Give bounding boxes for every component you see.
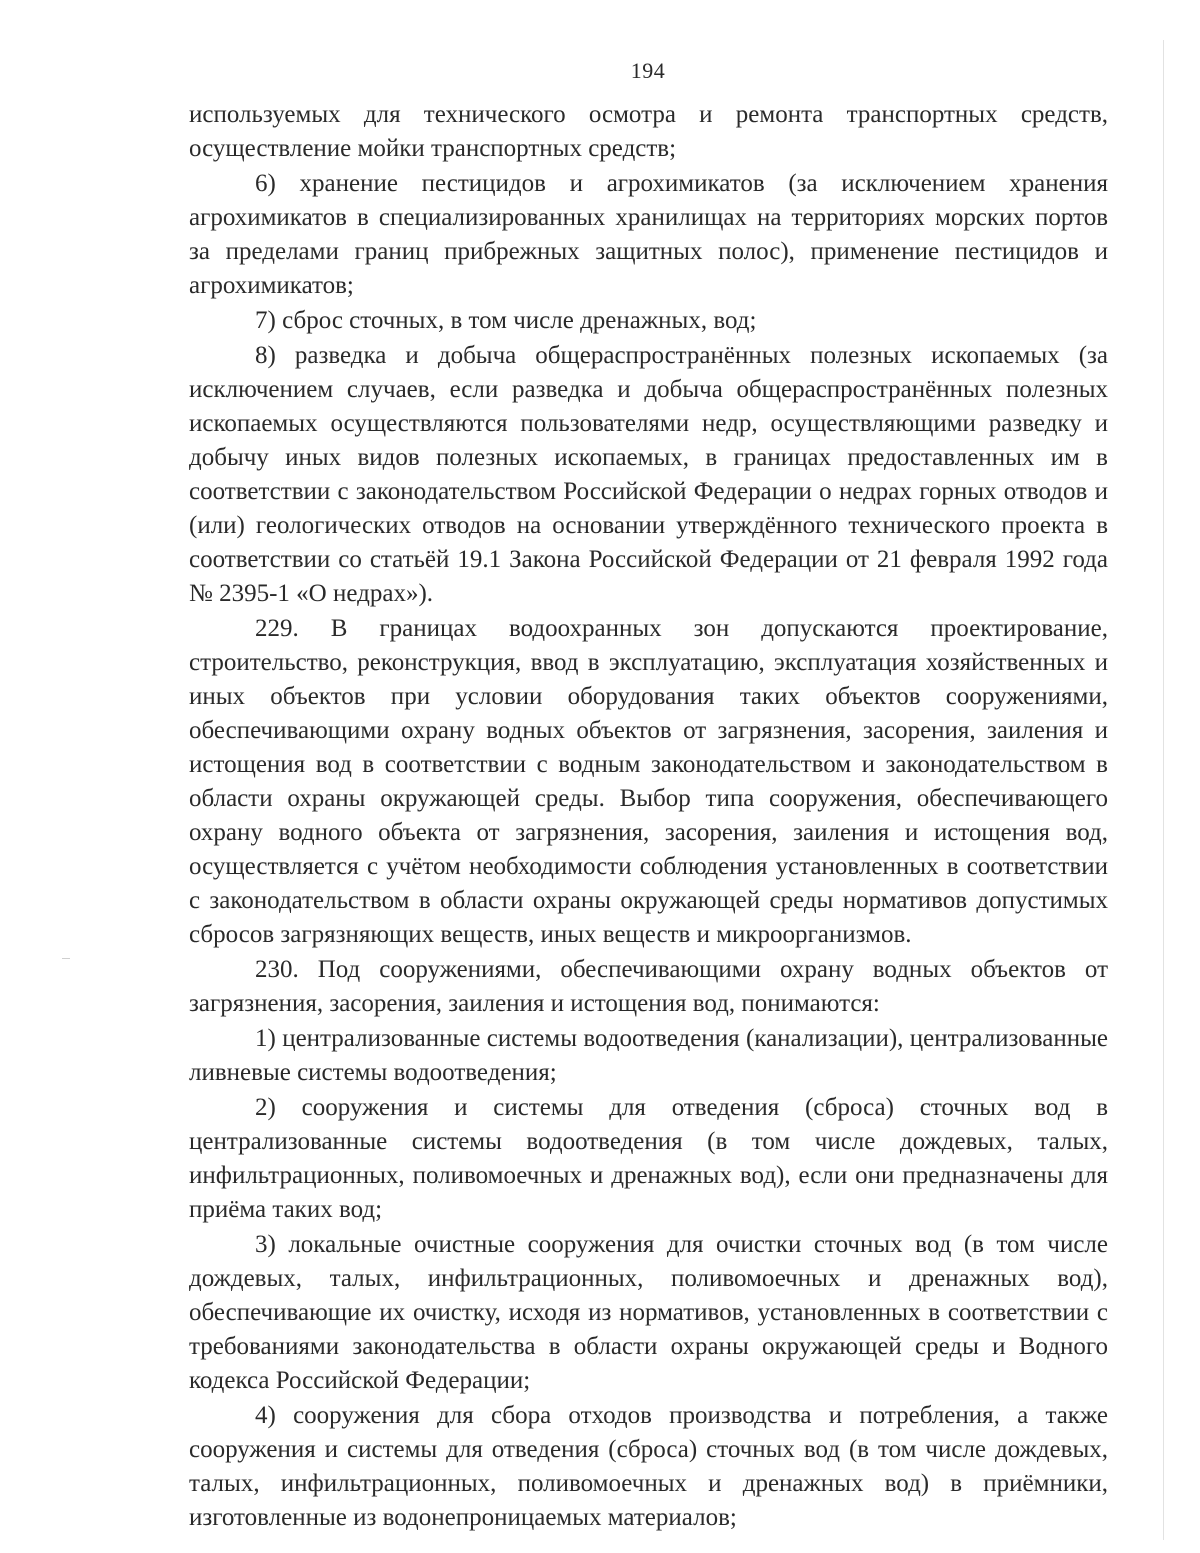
list-item-6: 6) хранение пестицидов и агрохимикатов (за исключением хранения агрохимикатов в специализированных хранилищах на территориях морских портов за пределами границ прибрежных защитных полос), применение пестицидов и агрохимикатов; (189, 170, 1108, 299)
scan-speck (62, 958, 70, 959)
document-body (189, 98, 1108, 1536)
clause-229: 229. В границах водоохранных зон допускаются проектирование, строительство, реконструкция, ввод в эксплуатацию, эксплуатация хозяйственных и иных объектов при условии оборудования таких объектов сооружениями, обеспечивающими охрану водных объектов от загрязнения, засорения, заиления и истощения вод в соответствии с водным законодательством и законодательством в области охраны окружающей среды. Выбор типа сооружения, обеспечивающего охрану водного объекта от загрязнения, засорения, заиления и истощения вод, осуществляется с учётом необходимости соблюдения установленных в соответствии с законодательством в области охраны окружающей среды нормативов допустимых сбросов загрязняющих веществ, иных веществ и микроорганизмов. (189, 615, 1108, 948)
sub-item-1: 1) централизованные системы водоотведения (канализации), централизованные ливневые системы водоотведения; (189, 1025, 1108, 1086)
page-number: 194 (630, 58, 666, 83)
clause-230: 230. Под сооружениями, обеспечивающими охрану водных объектов от загрязнения, засорения, заиления и истощения вод, понимаются: (189, 956, 1108, 1017)
sub-item-4: 4) сооружения для сбора отходов производства и потребления, а также сооружения и системы для отведения (сброса) сточных вод (в том числе дождевых, талых, инфильтрационных, поливомоечных и дренажных вод) в приёмники, изготовленные из водонепроницаемых материалов; (189, 1402, 1108, 1531)
list-item-8: 8) разведка и добыча общераспространённых полезных ископаемых (за исключением случаев, если разведка и добыча общераспространённых полезных ископаемых осуществляются пользователями недр, осуществляющими разведку и добычу иных видов полезных ископаемых, в границах предоставленных им в соответствии с законодательством Российской Федерации о недрах горных отводов и (или) геологических отводов на основании утверждённого технического проекта в соответствии со статьёй 19.1 Закона Российской Федерации от 21 февраля 1992 года № 2395-1 «О недрах»). (189, 342, 1108, 607)
sub-item-3: 3) локальные очистные сооружения для очистки сточных вод (в том числе дождевых, талых, инфильтрационных, поливомоечных и дренажных вод), обеспечивающие их очистку, исходя из нормативов, установленных в соответствии с требованиями законодательства в области охраны окружающей среды и Водного кодекса Российской Федерации; (189, 1231, 1108, 1394)
paragraph-continuation: используемых для технического осмотра и ремонта транспортных средств, осуществление мойки транспортных средств; (189, 101, 1108, 162)
list-item-7: 7) сброс сточных, в том числе дренажных, вод; (255, 307, 757, 334)
scan-edge-line (1163, 40, 1164, 1540)
sub-item-2: 2) сооружения и системы для отведения (сброса) сточных вод в централизованные системы водоотведения (в том числе дождевых, талых, инфильтрационных, поливомоечных и дренажных вод), если они предназначены для приёма таких вод; (189, 1094, 1108, 1223)
